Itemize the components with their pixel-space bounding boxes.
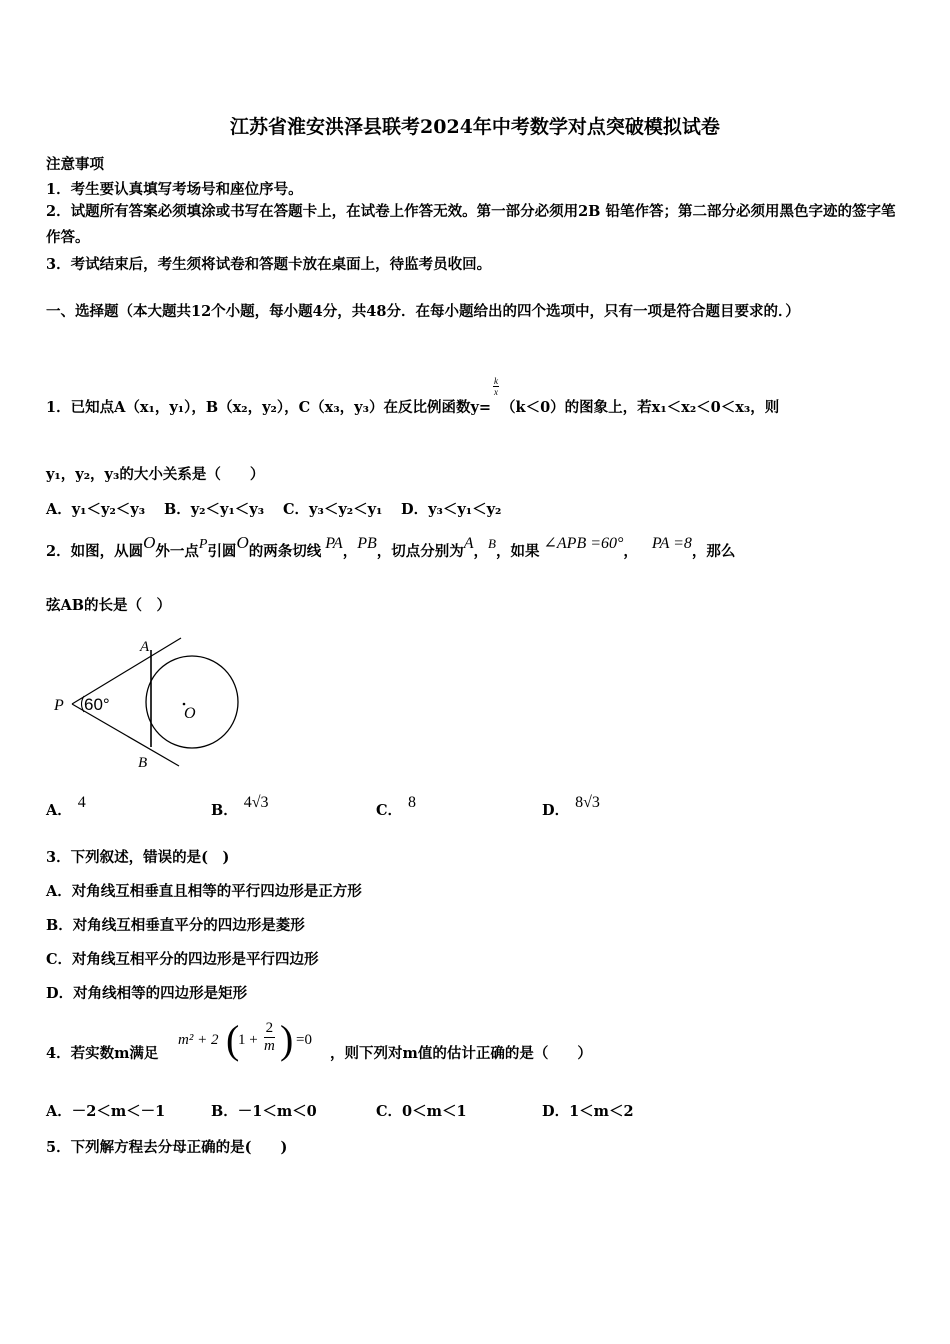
q4-eq-right: =0 xyxy=(296,1032,312,1048)
q4-frac-num: 2 xyxy=(265,1020,274,1036)
q1-frac-num: k xyxy=(494,375,499,386)
question-4 xyxy=(46,1042,158,1063)
q2-option-d-letter: D． xyxy=(542,802,570,819)
q2-t2: 外一点 xyxy=(155,543,199,560)
q4-option-b: B．－1＜m＜0 xyxy=(211,1103,317,1120)
q1-condition: （k＜0）的图象上，若x₁＜x₂＜0＜x₃，则 xyxy=(501,399,780,416)
notice-heading: 注意事项 xyxy=(46,156,104,173)
q2-option-d-value: 8√3 xyxy=(575,794,600,811)
q3-stem: 3．下列叙述，错误的是( ) xyxy=(46,849,230,866)
q2-o1: O xyxy=(143,533,156,552)
q4-option-a: A．－2＜m＜－1 xyxy=(46,1103,166,1120)
q2-option-a-letter: A． xyxy=(46,802,72,819)
page-title: 江苏省淮安洪泽县联考2024年中考数学对点突破模拟试卷 xyxy=(230,116,720,138)
notice-item-3: 3．考试结束后，考生须将试卷和答题卡放在桌面上，待监考员收回。 xyxy=(46,256,492,273)
q2-option-a xyxy=(46,794,86,820)
q1-option-c: C．y₃＜y₂＜y₁ xyxy=(283,501,383,518)
q2-t7: ，那么 xyxy=(691,543,736,560)
q2-option-b xyxy=(211,794,269,820)
q1-prefix: 1．已知点 xyxy=(46,399,115,416)
q2-option-c-value: 8 xyxy=(408,794,417,811)
q4-option-d: D．1＜m＜2 xyxy=(542,1103,634,1120)
q4-paren-left: ( xyxy=(226,1017,240,1062)
label-a: A xyxy=(140,639,150,655)
label-b: B xyxy=(138,755,148,771)
q1-option-b: B．y₂＜y₁＜y₃ xyxy=(164,501,265,518)
q2-t4: 的两条切线 xyxy=(248,543,322,560)
q2-option-b-value: 4√3 xyxy=(243,794,269,811)
q1-points: A（x₁，y₁），B（x₂，y₂），C（x₃，y₃） xyxy=(114,399,384,416)
q1-option-d: D．y₃＜y₁＜y₂ xyxy=(401,501,502,518)
q1-frac-den: x xyxy=(494,386,499,397)
q2-t6: ，如果 xyxy=(495,543,540,560)
q2-a: A xyxy=(463,535,474,552)
q4-eq-left: m² + 2 xyxy=(178,1032,219,1048)
q2-b: B xyxy=(488,536,496,551)
q4-frac-den: m xyxy=(264,1038,275,1054)
q2-figure xyxy=(48,626,248,776)
q2-t3: 引圆 xyxy=(207,543,237,560)
q2-option-d xyxy=(542,794,600,820)
q5-stem: 5．下列解方程去分母正确的是( ) xyxy=(46,1139,288,1156)
q4-suffix: ，则下列对m值的估计正确的是（ ） xyxy=(330,1045,592,1062)
notice-item-2: 2．试题所有答案必须填涂或书写在答题卡上，在试卷上作答无效。第一部分必须用2B 铅笔作答；第二部分必须用黑色字迹的签字笔作答。 xyxy=(46,203,896,246)
label-angle: 60° xyxy=(84,695,110,714)
q3-option-a: A．对角线互相垂直且相等的平行四边形是正方形 xyxy=(46,883,362,900)
section-heading: 一、选择题（本大题共12个小题，每小题4分，共48分．在每小题给出的四个选项中，只有一项是符合题目要求的．） xyxy=(46,303,800,320)
q4-fraction xyxy=(264,1020,275,1055)
q1-line2: y₁，y₂，y₃的大小关系是（ ） xyxy=(46,466,265,483)
q2-pa: PA xyxy=(325,535,343,552)
q2-t1: 2．如图，从圆 xyxy=(46,543,144,560)
q4-paren-right: ) xyxy=(280,1017,294,1062)
q3-option-b: B．对角线互相垂直平分的四边形是菱形 xyxy=(46,917,305,934)
q2-o2: O xyxy=(236,533,249,552)
q2-option-c xyxy=(376,794,417,820)
q2-p: P xyxy=(198,537,208,552)
q2-t5: ，切点分别为 xyxy=(376,543,464,560)
question-2 xyxy=(46,533,736,561)
q4-option-c: C．0＜m＜1 xyxy=(376,1103,467,1120)
circle-o xyxy=(146,656,238,748)
q2-option-b-letter: B． xyxy=(211,802,238,819)
notice-item-1: 1．考生要认真填写考场号和座位序号。 xyxy=(46,181,303,198)
q2-line2: 弦AB的长是（ ） xyxy=(46,597,172,614)
label-o: O xyxy=(184,705,196,722)
q2-option-c-letter: C． xyxy=(376,802,403,819)
label-p: P xyxy=(54,697,64,714)
q1-option-a: A．y₁＜y₂＜y₃ xyxy=(46,501,146,518)
q2-pb: PB xyxy=(357,535,377,552)
question-1 xyxy=(46,375,780,419)
q3-option-d: D．对角线相等的四边形是矩形 xyxy=(46,985,248,1002)
q2-comma1: ， xyxy=(342,543,358,560)
q2-comma3: ， xyxy=(623,543,638,560)
q1-mid: 在反比例函数y= xyxy=(383,399,492,416)
q1-fraction xyxy=(493,376,499,397)
q2-option-a-value: 4 xyxy=(77,794,86,811)
q4-prefix: 4．若实数m满足 xyxy=(46,1045,159,1062)
q3-option-c: C．对角线互相平分的四边形是平行四边形 xyxy=(46,951,319,968)
q4-eq-one: 1 + xyxy=(238,1032,258,1048)
q2-pa8: PA =8 xyxy=(651,535,692,552)
q2-angle: ∠APB =60° xyxy=(543,535,624,552)
q2-comma2: ， xyxy=(473,543,489,560)
